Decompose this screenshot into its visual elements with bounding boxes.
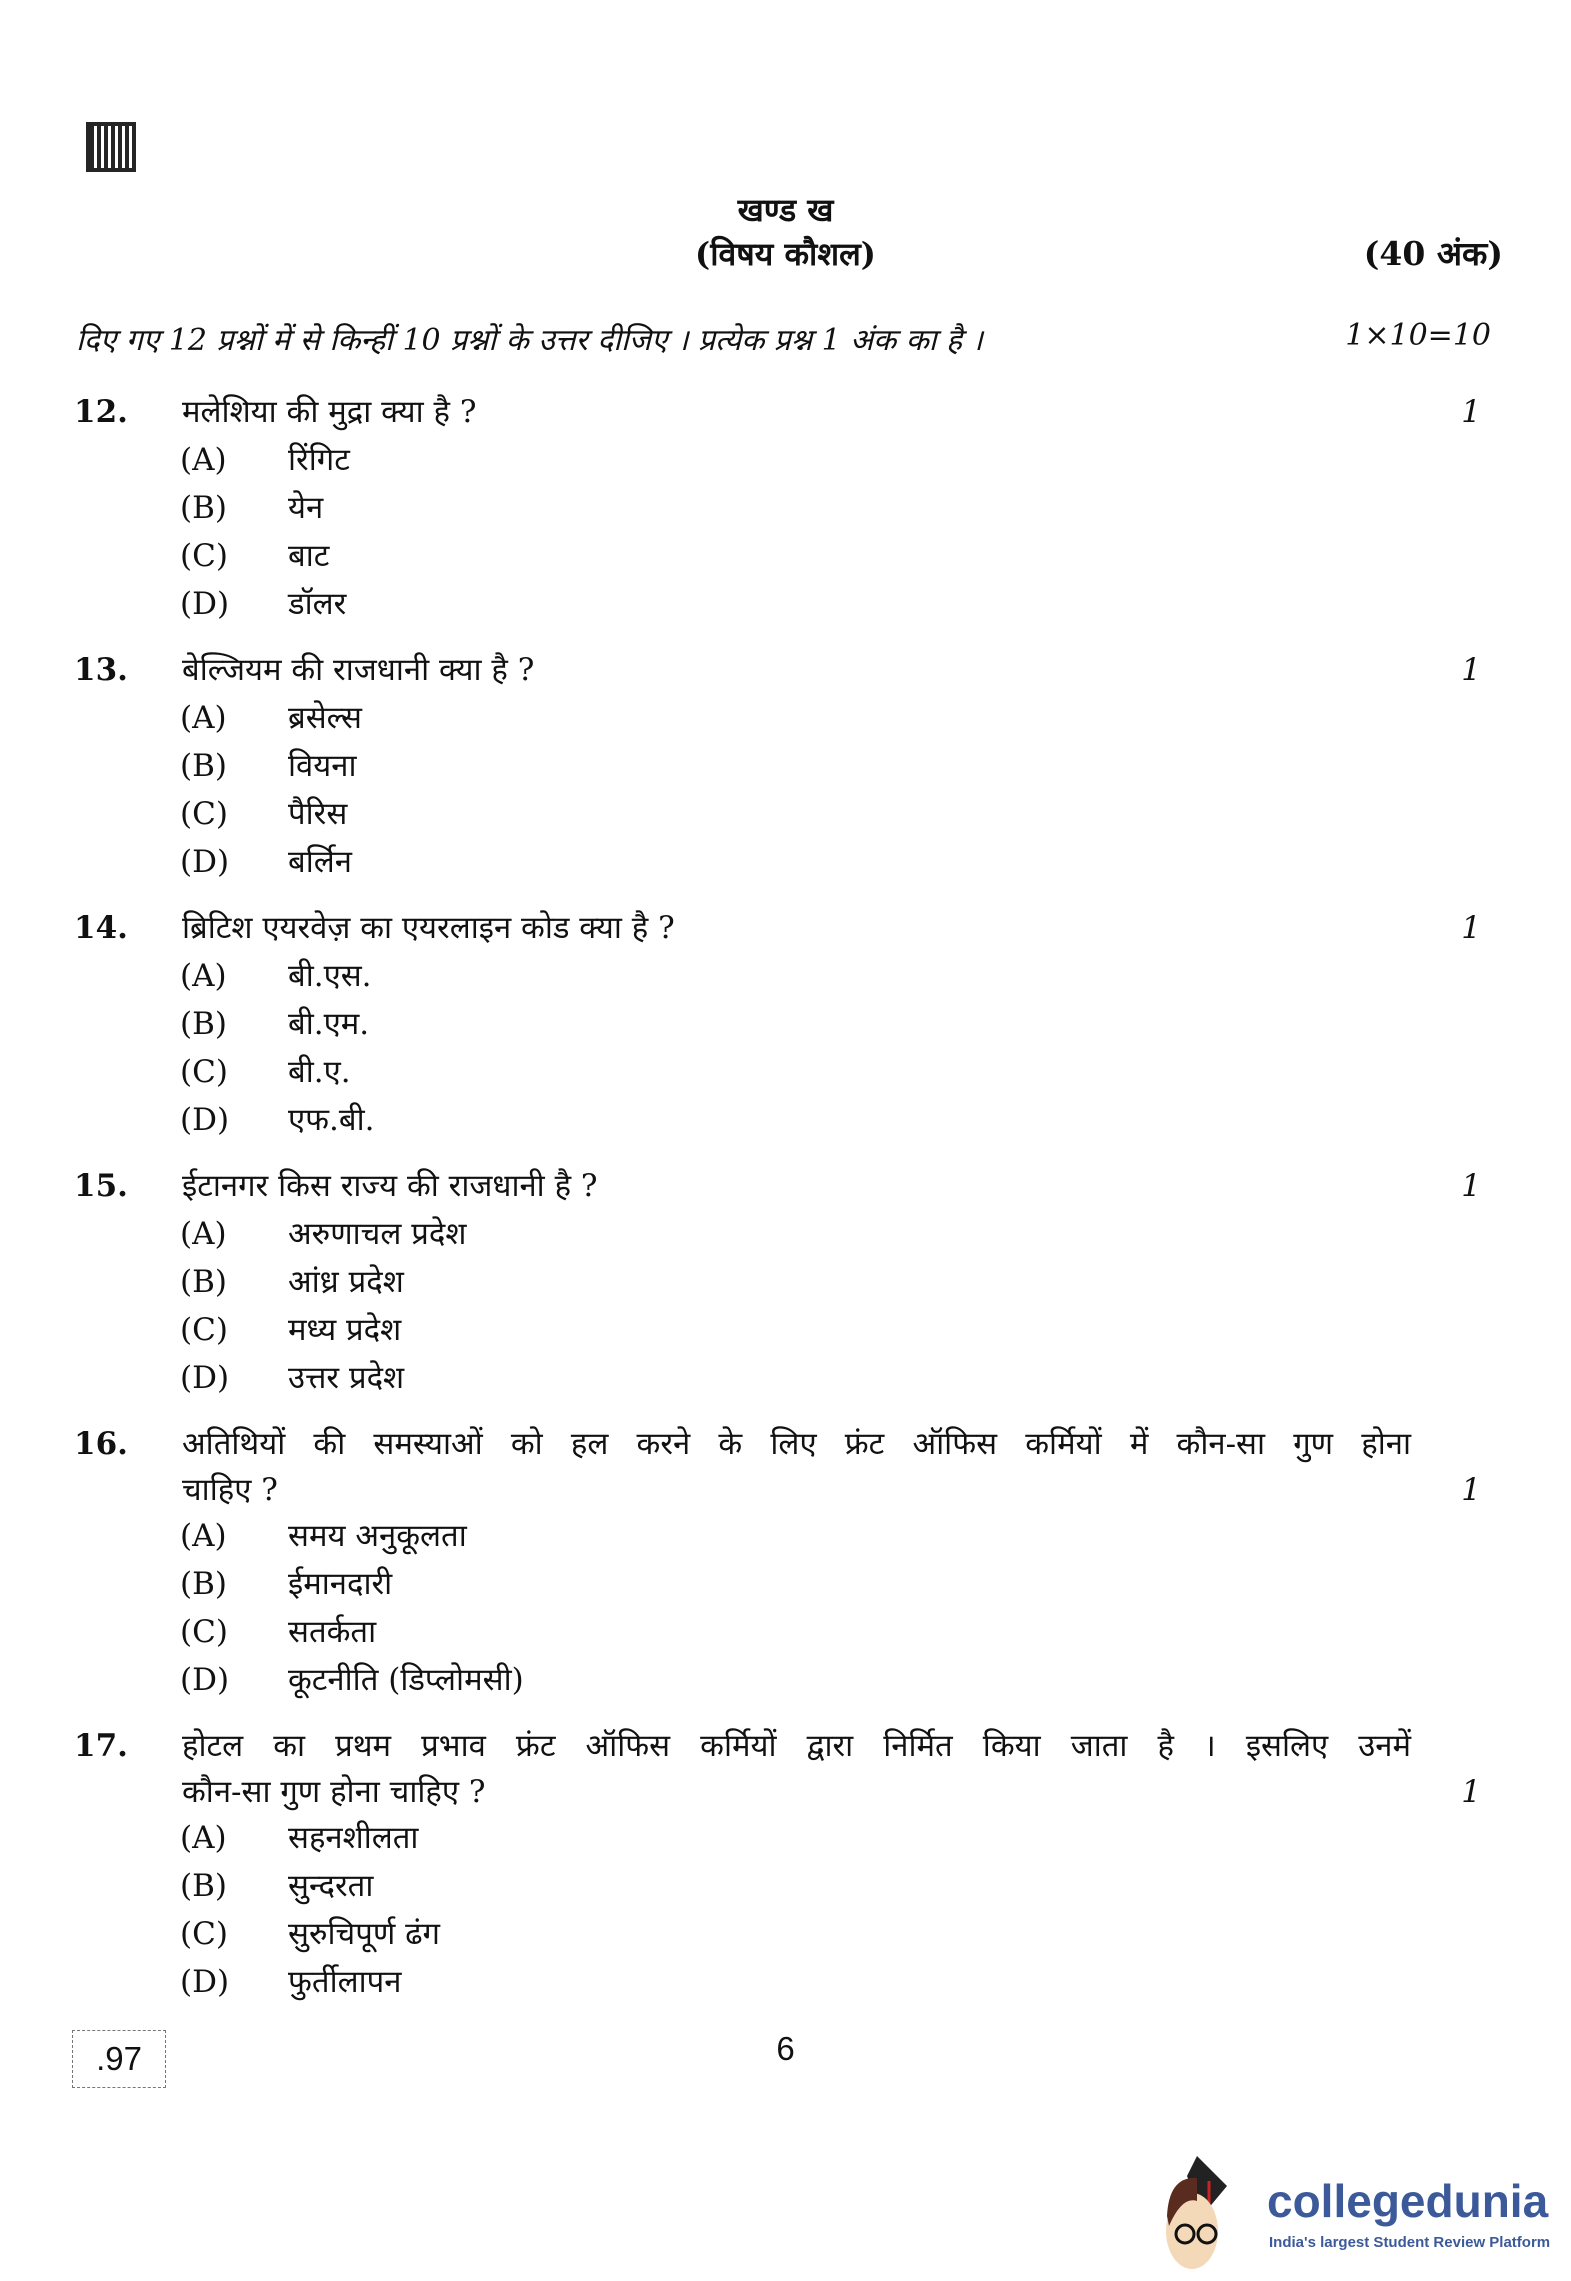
page-number: 6: [776, 2030, 795, 2067]
option: [0, 1512, 1571, 1560]
option: [0, 1910, 1571, 1958]
option: [0, 952, 1571, 1000]
option: [0, 484, 1571, 532]
option-text: सुरुचिपूर्ण ढंग: [288, 1916, 440, 1952]
option-label: (C): [180, 1054, 228, 1090]
option: [0, 838, 1571, 886]
option: [0, 1258, 1571, 1306]
option-text: बाट: [288, 538, 330, 574]
option: [0, 1814, 1571, 1862]
option-label: (D): [180, 1102, 230, 1138]
question-12: [0, 388, 1571, 628]
question-15: [0, 1162, 1571, 1402]
option-label: (B): [180, 1566, 227, 1602]
question-marks: 1: [1461, 652, 1481, 688]
option-text: येन: [288, 490, 324, 526]
question-13: [0, 646, 1571, 886]
option: [0, 1560, 1571, 1608]
logo-brand: collegedunia: [1267, 2175, 1549, 2227]
question-marks: 1: [1461, 1472, 1481, 1508]
instruction-marks: 1×10=10: [1345, 318, 1491, 353]
option-label: (B): [180, 748, 227, 784]
option-text: एफ.बी.: [288, 1102, 375, 1138]
option-text: अरुणाचल प्रदेश: [288, 1216, 467, 1252]
question-list: [0, 388, 1571, 2024]
question-text: अतिथियों की समस्याओं को हल करने के लिए फ्रंट ऑफिस कर्मियों में कौन-सा गुण होना: [182, 1426, 1411, 1462]
option: [0, 1306, 1571, 1354]
question-text: होटल का प्रथम प्रभाव फ्रंट ऑफिस कर्मियों द्वारा निर्मित किया जाता है । इसलिए उनमें: [182, 1728, 1411, 1764]
question-text: ब्रिटिश एयरवेज़ का एयरलाइन कोड क्या है ?: [182, 910, 675, 946]
option-text: सहनशीलता: [288, 1820, 419, 1856]
question-marks: 1: [1461, 394, 1481, 430]
option: [0, 1862, 1571, 1910]
option-label: (D): [180, 844, 230, 880]
option-label: (A): [180, 1820, 227, 1856]
option-label: (A): [180, 958, 227, 994]
option-text: फुर्तीलापन: [288, 1964, 402, 2000]
question-text-cont: कौन-सा गुण होना चाहिए ?: [182, 1774, 486, 1810]
mascot-icon: [1157, 2156, 1257, 2276]
option-text: बी.एस.: [288, 958, 372, 994]
question-number: 15.: [74, 1168, 128, 1204]
option-label: (C): [180, 538, 228, 574]
logo-tagline: India's largest Student Review Platform: [1269, 2234, 1551, 2251]
option-label: (A): [180, 1216, 227, 1252]
option-text: बर्लिन: [288, 844, 352, 880]
option-label: (C): [180, 796, 228, 832]
question-number: 17.: [74, 1728, 128, 1764]
option-label: (A): [180, 700, 227, 736]
instruction: दिए गए 12 प्रश्नों में से किन्हीं 10 प्रश्नों के उत्तर दीजिए । प्रत्येक प्रश्न 1 अंक का है ।: [76, 323, 983, 358]
option-label: (D): [180, 586, 230, 622]
option-label: (A): [180, 442, 227, 478]
option: [0, 1608, 1571, 1656]
option-text: ब्रसेल्स: [288, 700, 362, 736]
question-text: मलेशिया की मुद्रा क्या है ?: [182, 394, 477, 430]
option: [0, 1958, 1571, 2006]
option: [0, 532, 1571, 580]
option-label: (B): [180, 1868, 227, 1904]
section-title: खण्ड ख: [737, 191, 834, 229]
option: [0, 1096, 1571, 1144]
option-label: (D): [180, 1662, 230, 1698]
option-text: वियना: [288, 748, 357, 784]
question-number: 13.: [74, 652, 128, 688]
option: [0, 580, 1571, 628]
question-number: 14.: [74, 910, 128, 946]
question-number: 12.: [74, 394, 128, 430]
option-text: रिंगिट: [288, 442, 350, 478]
option-label: (A): [180, 1518, 227, 1554]
option-label: (C): [180, 1916, 228, 1952]
option: [0, 1048, 1571, 1096]
option: [0, 1210, 1571, 1258]
paper-code: .97: [72, 2030, 166, 2088]
option: [0, 436, 1571, 484]
option-text: कूटनीति (डिप्लोमसी): [288, 1662, 524, 1698]
option-text: ईमानदारी: [288, 1566, 393, 1602]
option: [0, 1656, 1571, 1704]
question-text: ईटानगर किस राज्य की राजधानी है ?: [182, 1168, 598, 1204]
option-label: (D): [180, 1360, 230, 1396]
option: [0, 694, 1571, 742]
option-text: समय अनुकूलता: [288, 1518, 467, 1554]
option-text: सुन्दरता: [288, 1868, 374, 1904]
option: [0, 742, 1571, 790]
option-label: (B): [180, 1006, 227, 1042]
option-text: पैरिस: [288, 796, 348, 832]
option-text: मध्य प्रदेश: [288, 1312, 402, 1348]
option-text: बी.ए.: [288, 1054, 351, 1090]
section-marks: (40 अंक): [1363, 234, 1503, 273]
question-16: [0, 1420, 1571, 1704]
option-text: आंध्र प्रदेश: [288, 1264, 404, 1300]
question-text-cont: चाहिए ?: [182, 1472, 278, 1508]
option-text: बी.एम.: [288, 1006, 370, 1042]
option: [0, 1000, 1571, 1048]
question-marks: 1: [1461, 910, 1481, 946]
question-text: बेल्जियम की राजधानी क्या है ?: [182, 652, 535, 688]
option-label: (D): [180, 1964, 230, 2000]
qr-code: [86, 122, 136, 172]
collegedunia-logo: [1157, 2156, 1557, 2276]
option-text: उत्तर प्रदेश: [288, 1360, 405, 1396]
section-subtitle: (विषय कौशल): [695, 235, 876, 273]
option-label: (C): [180, 1312, 228, 1348]
question-14: [0, 904, 1571, 1144]
option: [0, 1354, 1571, 1402]
option-label: (B): [180, 490, 227, 526]
option-label: (C): [180, 1614, 228, 1650]
option: [0, 790, 1571, 838]
question-marks: 1: [1461, 1774, 1481, 1810]
option-text: सतर्कता: [288, 1614, 377, 1650]
question-17: [0, 1722, 1571, 2006]
question-number: 16.: [74, 1426, 128, 1462]
option-label: (B): [180, 1264, 227, 1300]
question-marks: 1: [1461, 1168, 1481, 1204]
option-text: डॉलर: [288, 586, 347, 622]
